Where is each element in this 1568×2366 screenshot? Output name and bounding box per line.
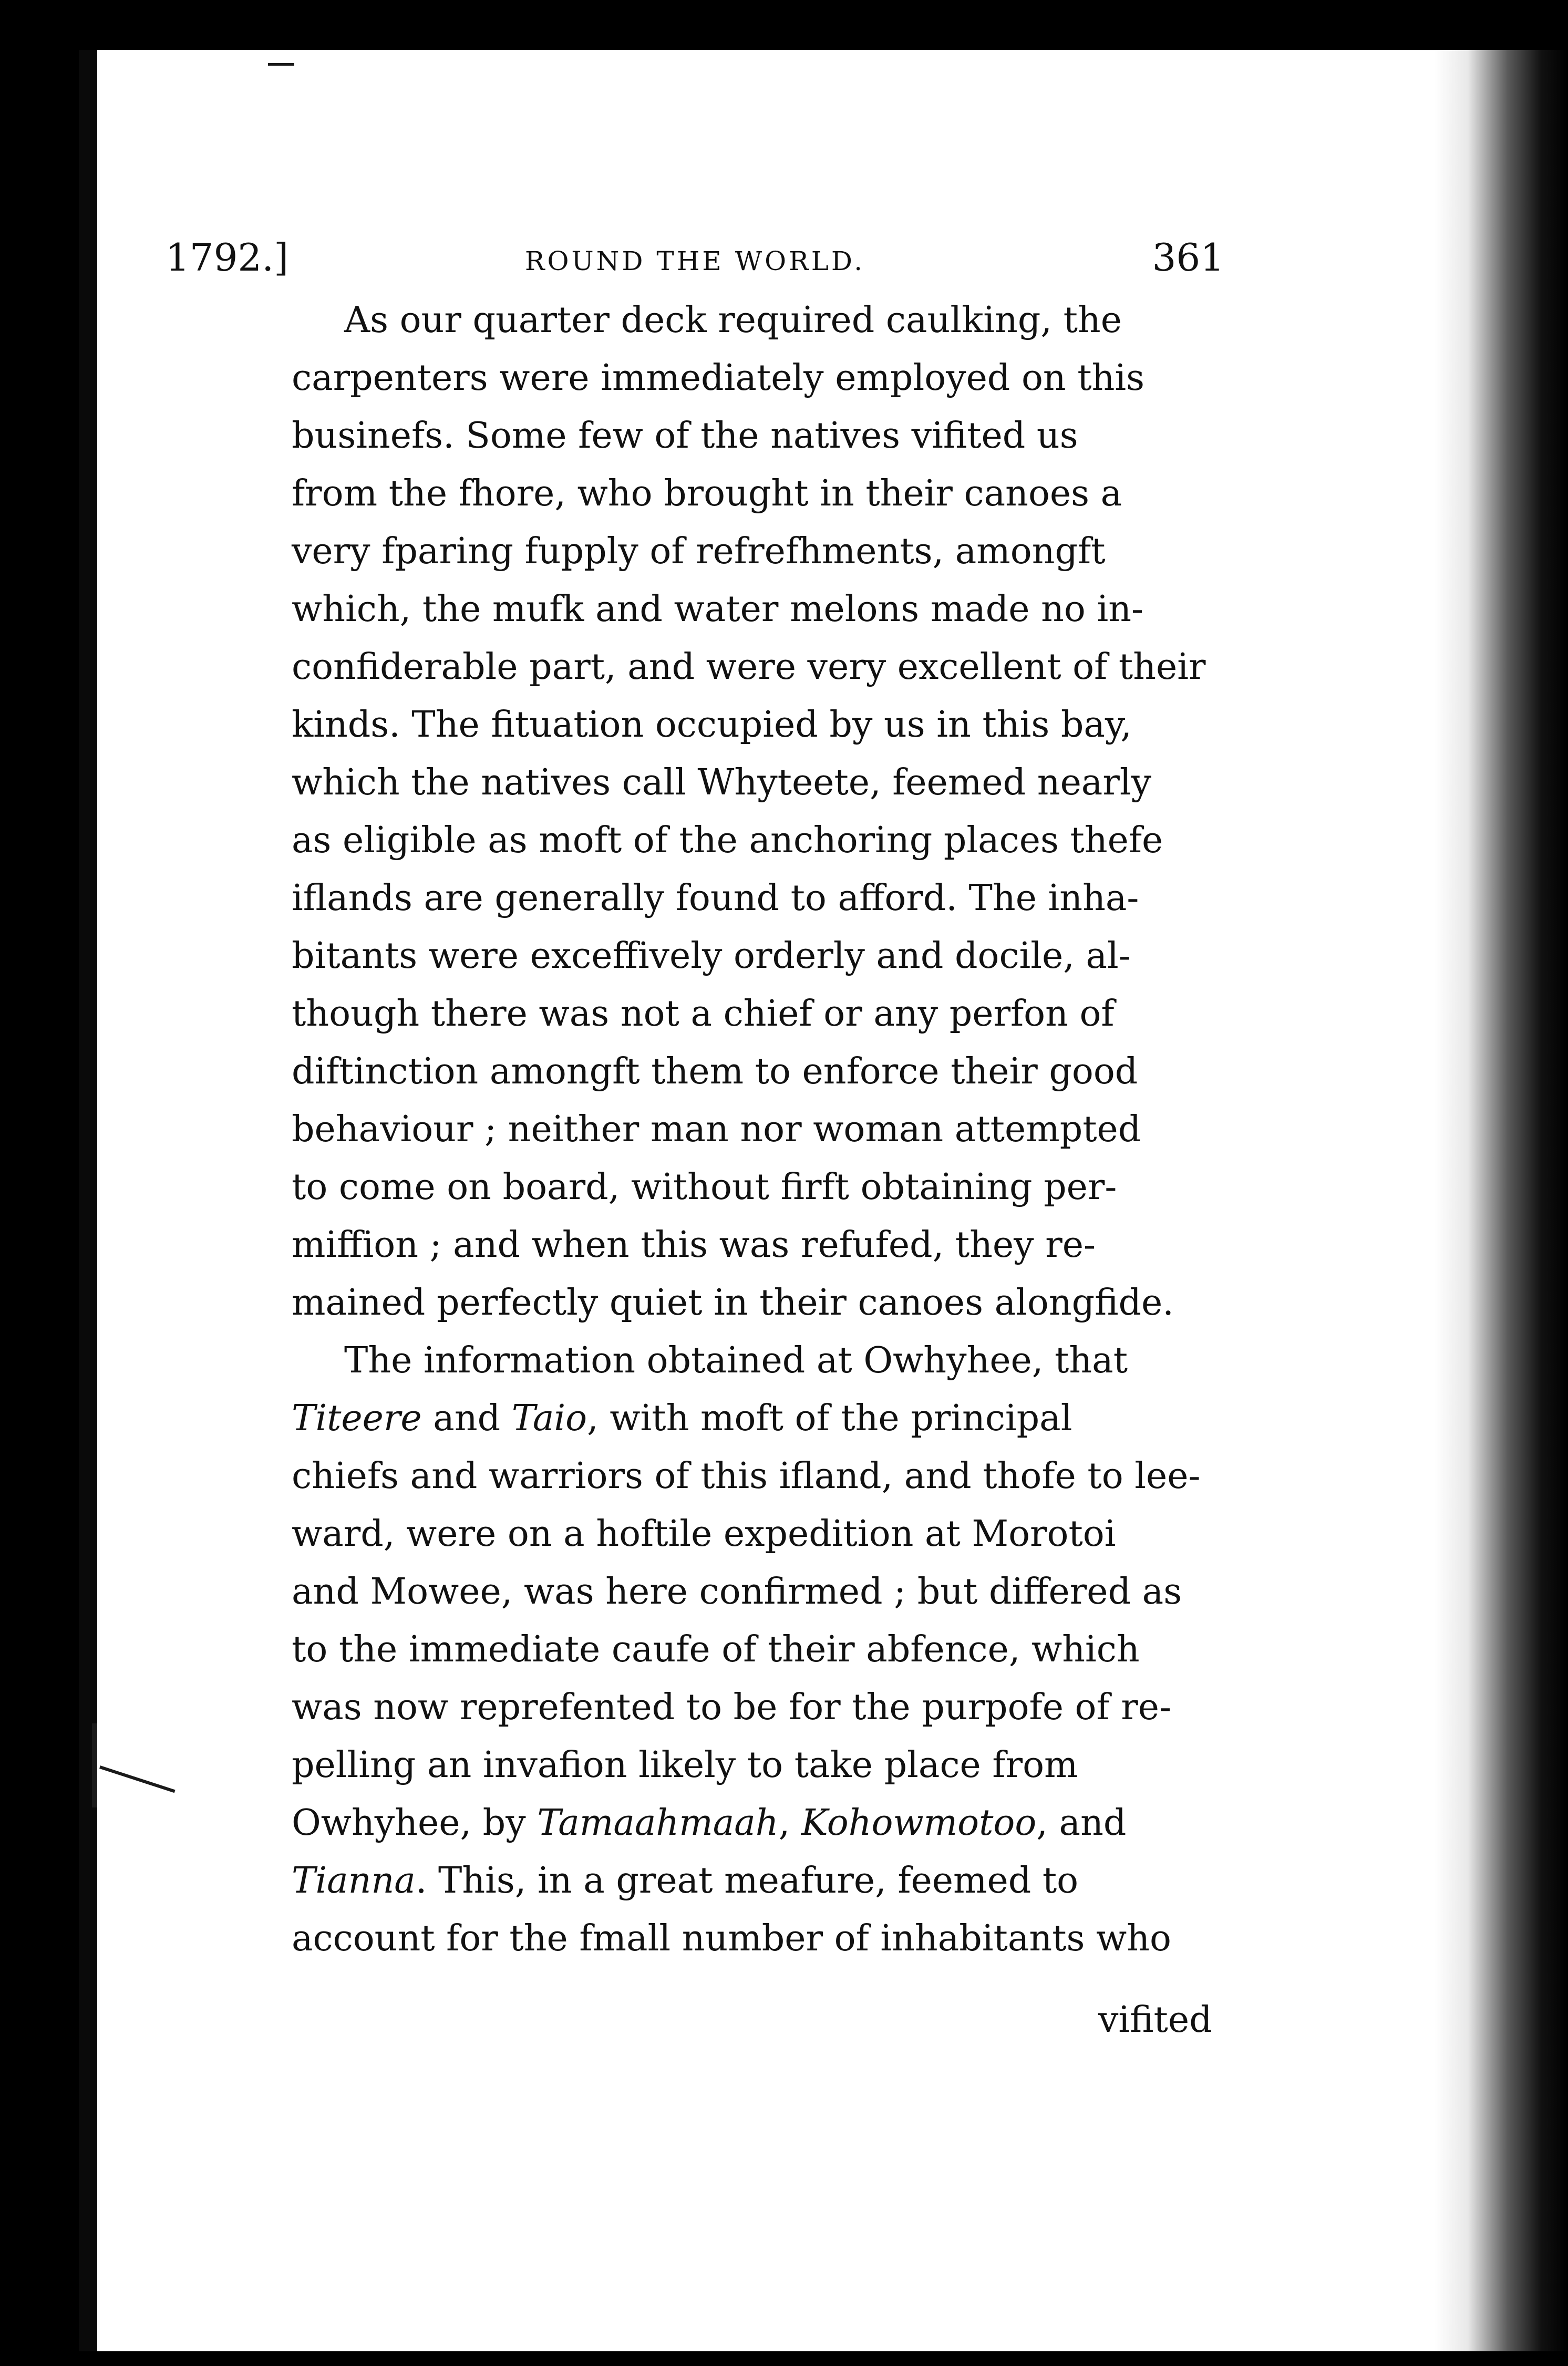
text-line: kinds. The fituation occupied by us in this bay,: [292, 704, 1132, 746]
text-line: diftinction amongft them to enforce their good: [292, 1051, 1138, 1092]
scan-speck: [268, 63, 294, 66]
text-line: bitants were exceffively orderly and docile, al-: [292, 935, 1131, 977]
body-text: [292, 292, 1211, 1968]
italic-name: Tianna: [292, 1860, 416, 1902]
running-header: [166, 231, 1224, 289]
text-line: to come on board, without firft obtaining per-: [292, 1166, 1117, 1208]
text-line: to the immediate caufe of their abfence, which: [292, 1629, 1140, 1670]
paragraph-1: [292, 292, 1211, 1332]
text-line: though there was not a chief or any perfon of: [292, 993, 1115, 1035]
paragraph-2: [292, 1332, 1211, 1968]
text-line: mained perfectly quiet in their canoes alongfide.: [292, 1282, 1174, 1324]
text-line: confiderable part, and were very excellent of their: [292, 646, 1206, 688]
text-line: as eligible as moft of the anchoring places thefe: [292, 820, 1163, 861]
scan-mark: [92, 1723, 97, 1807]
text-line: pelling an invafion likely to take place from: [292, 1744, 1078, 1786]
text-line: very fparing fupply of refrefhments, amongft: [292, 531, 1106, 572]
text-line: account for the fmall number of inhabitants who: [292, 1918, 1171, 1959]
page-gutter-shadow: [79, 50, 97, 2351]
italic-name: Titeere: [292, 1398, 422, 1439]
text-line: carpenters were immediately employed on this: [292, 357, 1145, 399]
italic-name: Kohowmotoo: [801, 1802, 1037, 1844]
text-line: which the natives call Whyteete, feemed nearly: [292, 762, 1152, 803]
page-number: 361: [1152, 235, 1224, 280]
text-line: iflands are generally found to afford. The inha-: [292, 877, 1139, 919]
text-line: was now reprefented to be for the purpofe of re-: [292, 1687, 1172, 1728]
page-edge-shadow: [1435, 50, 1568, 2351]
header-year: 1792.]: [166, 235, 289, 280]
text-line: Owhyhee, by Tamaahmaah, Kohowmotoo, and: [292, 1802, 1127, 1844]
text-line: Tianna. This, in a great meafure, feemed to: [292, 1860, 1079, 1902]
text-line: ward, were on a hoftile expedition at Morotoi: [292, 1513, 1116, 1555]
text-line: and Mowee, was here confirmed ; but differed as: [292, 1571, 1182, 1613]
text-line: chiefs and warriors of this ifland, and thofe to lee-: [292, 1455, 1201, 1497]
text-line: from the fhore, who brought in their canoes a: [292, 473, 1122, 514]
text-line: As our quarter deck required caulking, the: [344, 299, 1122, 341]
running-title: ROUND THE WORLD.: [524, 246, 865, 276]
text-line: behaviour ; neither man nor woman attempted: [292, 1109, 1141, 1150]
italic-name: Taio: [511, 1398, 587, 1439]
text-line: businefs. Some few of the natives vifited us: [292, 415, 1078, 457]
text-line: The information obtained at Owhyhee, that: [344, 1340, 1128, 1381]
text-line: which, the mufk and water melons made no in-: [292, 588, 1144, 630]
catchword: vifited: [1098, 1999, 1212, 2041]
italic-name: Tamaahmaah: [537, 1802, 779, 1844]
text-line: miffion ; and when this was refufed, they re-: [292, 1224, 1096, 1266]
text-line: Titeere and Taio, with moft of the principal: [292, 1398, 1072, 1439]
